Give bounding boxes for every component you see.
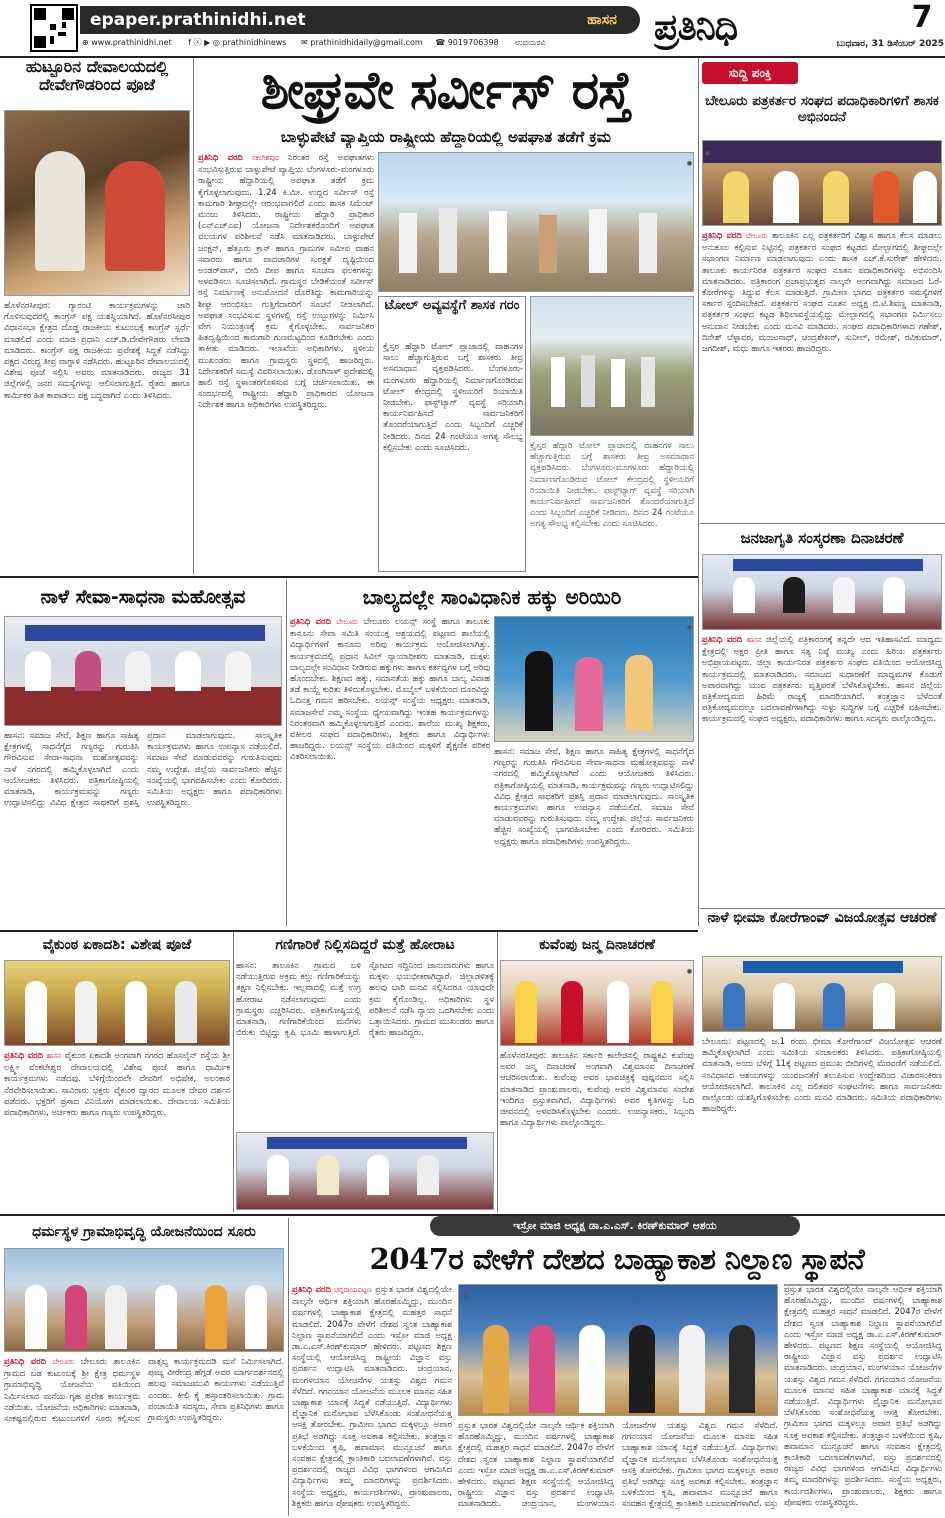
a9-body: ಹಾಸನ: ತಾಲೂಕಿನ ಗ್ರಾಮದ ಬಳಿ ನಡೆಯುತ್ತಿರುವ ಅಕ್ರಮ ಕಲ್ಲು ಗಣಿಗಾರಿಕೆಯನ್ನು ತಕ್ಷಣ ನಿಲ್ಲಿಸಬೇಕು. ಇಲ್ಲವಾದಲ್ಲಿ ಮತ್ತೆ ಉಗ್ರ ಹೋರಾಟ ನಡೆಸಲಾಗುವುದು ಎಂದು ಗ್ರಾಮಸ್ಥರು ಎಚ್ಚರಿಸಿದರು. ಪತ್ರಿಕಾಗೋಷ್ಠಿಯಲ್ಲಿ ಮಾತನಾಡಿ, ಗಣಿಗಾರಿಕೆಯಿಂದ ಮನೆಗಳು ಬಿರುಕು ಬಿಟ್ಟಿದ್ದು ಕೃಷಿ ಭೂಮಿ ಹಾಳಾಗುತ್ತಿದೆ. ಸ್ಫೋಟದ ಸದ್ದಿನಿಂದ ಜಾನುವಾರುಗಳು ಹಾಗೂ ಮಕ್ಕಳು ಭಯಭೀತರಾಗಿದ್ದಾರೆ. ಜಿಲ್ಲಾಡಳಿತಕ್ಕೆ ಹಲವು ಬಾರಿ ಮನವಿ ಸಲ್ಲಿಸಿದರೂ ಯಾವುದೇ ಕ್ರಮ ಕೈಗೊಂಡಿಲ್ಲ. ಅಧಿಕಾರಿಗಳು ಸ್ಥಳ ಪರಿಶೀಲನೆ ನಡೆಸಿ ನ್ಯಾಯ ಒದಗಿಸಬೇಕು ಎಂದು ಒತ್ತಾಯಿಸಿದರು. ಗ್ರಾಮದ ಮುಖಂಡರು ಹಾಗೂ ರೈತರು ಹಾಜರಿದ್ದರು. bbox=[236, 960, 494, 1038]
a5-body: ಬೇಲೂರು: ಪಟ್ಟಣದಲ್ಲಿ ಜ.1 ರಂದು ಭೀಮಾ ಕೋರೆಗಾಂವ್ ವಿಜಯೋತ್ಸವ ಆಚರಣೆ ಹಮ್ಮಿಕೊಳ್ಳಲಾಗಿದೆ ಎಂದು ಸಮಿತಿಯ ಸಂಚಾಲಕರು ತಿಳಿಸಿದರು. ಪತ್ರಿಕಾಗೋಷ್ಠಿಯಲ್ಲಿ ಮಾತನಾಡಿ, ಅಂದು ಬೆಳಿಗ್ಗೆ 11ಕ್ಕೆ ಪಟ್ಟಣದ ಪ್ರಮುಖ ಬೀದಿಗಳಲ್ಲಿ ಮೆರವಣಿಗೆ ನಡೆಯಲಿದೆ. ಸಂವಿಧಾನದ ಆಶಯಗಳನ್ನು ಯುವಜನತೆಗೆ ತಲುಪಿಸುವ ಉದ್ದೇಶದಿಂದ ವಿಚಾರಸಂಕಿರಣ ಆಯೋಜಿಸಲಾಗಿದೆ. ತಾಲೂಕಿನ ಎಲ್ಲ ದಲಿತಪರ ಸಂಘಟನೆಗಳು ಹಾಗೂ ಸಾರ್ವಜನಿಕರು ಪಾಲ್ಗೊಂಡು ಯಶಸ್ವಿಗೊಳಿಸಬೇಕು ಎಂದು ಮನವಿ ಮಾಡಿದರು. ಸಮಿತಿಯ ಪದಾಧಿಕಾರಿಗಳು ಹಾಜರಿದ್ದರು. bbox=[702, 1036, 942, 1114]
a3-place: ಬೇಲೂರು bbox=[745, 232, 768, 240]
a4-body bbox=[702, 634, 942, 908]
a10-photo-credit-icon: ● bbox=[686, 968, 693, 975]
a12-sidebar-body: ಪ್ರಸ್ತುತ ಭಾರತ ವಿಶ್ವದಲ್ಲಿಯೇ ನಾಲ್ಕನೇ ಆರ್ಥಿಕ ಶಕ್ತಿಯಾಗಿ ಹೊರಹೊಮ್ಮಿದ್ದು, ಮುಂದಿನ ವರ್ಷಗಳಲ್ಲಿ ಬಾಹ್ಯಾಕಾಶ ಕ್ಷೇತ್ರದಲ್ಲಿ ಮಹತ್ತರ ಸಾಧನೆ ಮಾಡಲಿದೆ. 2047ರ ವೇಳೆಗೆ ದೇಶದ ಸ್ವಂತ ಬಾಹ್ಯಾಕಾಶ ನಿಲ್ದಾಣ ಸ್ಥಾಪನೆಯಾಗಲಿದೆ ಎಂದು ಇಸ್ರೋ ಮಾಜಿ ಅಧ್ಯಕ್ಷ ಡಾ.ಎ.ಎಸ್.ಕಿರಣ್‌ಕುಮಾರ್ ಹೇಳಿದರು. ಪಟ್ಟಣದ ಶಿಕ್ಷಣ ಸಂಸ್ಥೆಯಲ್ಲಿ ಆಯೋಜಿಸಿದ್ದ ರಾಷ್ಟ್ರೀಯ ವಿಜ್ಞಾನ ವಸ್ತು ಪ್ರದರ್ಶನ ಉದ್ಘಾಟಿಸಿ ಮಾತನಾಡಿದರು. ಚಂದ್ರಯಾನ, ಮಂಗಳಯಾನ ಯೋಜನೆಗಳ ಯಶಸ್ಸು ವಿಶ್ವದ ಗಮನ ಸೆಳೆದಿದೆ. ಗಗನಯಾನ ಯೋಜನೆಯ ಮೂಲಕ ಮಾನವ ಸಹಿತ ಬಾಹ್ಯಾಕಾಶ ಯಾನಕ್ಕೆ ಸಿದ್ಧತೆ ನಡೆಯುತ್ತಿದೆ. ವಿದ್ಯಾರ್ಥಿಗಳು ವೈಜ್ಞಾನಿಕ ಮನೋಭಾವ ಬೆಳೆಸಿಕೊಂಡು ಸಂಶೋಧನೆಯತ್ತ ಆಸಕ್ತಿ ತೋರಬೇಕು. ಗ್ರಾಮೀಣ ಭಾಗದ ಮಕ್ಕಳಲ್ಲೂ ಅಪಾರ ಪ್ರತಿಭೆ ಅಡಗಿದ್ದು ಸೂಕ್ತ ಅವಕಾಶ ಕಲ್ಪಿಸಬೇಕು. ತಂತ್ರಜ್ಞಾನ ಬಳಕೆಯಿಂದ ಕೃಷಿ, ಹವಾಮಾನ ಮುನ್ಸೂಚನೆ ಹಾಗೂ ಸಂವಹನ ಕ್ಷೇತ್ರದಲ್ಲಿ ಕ್ರಾಂತಿಕಾರಿ ಬದಲಾವಣೆಗಳಾಗಿವೆ. ವಸ್ತು ಪ್ರದರ್ಶನದಲ್ಲಿ ರಾಜ್ಯದ ವಿವಿಧ ಭಾಗಗಳಿಂದ ಆಗಮಿಸಿದ ವಿದ್ಯಾರ್ಥಿಗಳು ತಮ್ಮ ಮಾದರಿಗಳನ್ನು ಪ್ರದರ್ಶಿಸಿದರು. ಸಂಸ್ಥೆಯ ಅಧ್ಯಕ್ಷರು, ಕಾರ್ಯದರ್ಶಿಗಳು, ಪ್ರಾಂಶುಪಾಲರು, ಶಿಕ್ಷಕರು ಹಾಗೂ ಪೋಷಕರು ಉಪಸ್ಥಿತರಿದ್ದರು. bbox=[784, 1284, 942, 1507]
phone-number[interactable]: 9019706398 bbox=[447, 38, 499, 47]
a12-byline: ಪ್ರತಿನಿಧಿ ವರದಿ bbox=[292, 1284, 331, 1294]
row-rule bbox=[0, 576, 698, 578]
a4-text: ಜಿಲ್ಲೆಯಲ್ಲಿ ಪತ್ರಿಕಾರಂಗಕ್ಕೆ ತನ್ನದೇ ಆದ ಇತಿಹಾಸವಿದೆ. ಮಾಧ್ಯಮ ಕ್ಷೇತ್ರದಲ್ಲಿ ಅಕ್ಷರ ಪ್ರೀತಿ ಹಾಗೂ ಸತ್ಯ ನಿಷ್ಠೆ ಮುಖ್ಯ ಎಂದು ಹಿರಿಯ ಪತ್ರಕರ್ತರು ಅಭಿಪ್ರಾಯಪಟ್ಟರು. ಜಿಲ್ಲಾ ಕಾರ್ಯನಿರತ ಪತ್ರಕರ್ತರ ಸಂಘದ ವತಿಯಿಂದ ಆಯೋಜಿಸಿದ್ದ ಕಾರ್ಯಕ್ರಮದಲ್ಲಿ ಮಾತನಾಡಿದರು. ಸಮಾಜದ ಸುಧಾರಣೆಗೆ ಮಾಧ್ಯಮಗಳ ಕೊಡುಗೆ ಅಪಾರವಾಗಿದ್ದು ಯುವ ಪತ್ರಕರ್ತರು ವೃತ್ತಿಪರತೆ ಬೆಳೆಸಿಕೊಳ್ಳಬೇಕು. ಹಾಸನ ಜಿಲ್ಲೆಯ ಪತ್ರಿಕೋದ್ಯಮದ ಹಿರಿಮೆ ರಾಜ್ಯಕ್ಕೆ ಮಾದರಿಯಾಗಿದೆ. ತಂತ್ರಜ್ಞಾನ ಬೆಳೆದಂತೆ ಪತ್ರಿಕೋದ್ಯಮದಲ್ಲೂ ಬದಲಾವಣೆಗಳಾಗಿದ್ದು ಸುಳ್ಳು ಸುದ್ದಿಗಳ ಬಗ್ಗೆ ಎಚ್ಚರಿಕೆ ವಹಿಸಬೇಕು. ಕಾರ್ಯಕ್ರಮದಲ್ಲಿ ಸಂಘದ ಅಧ್ಯಕ್ಷರು, ಪದಾಧಿಕಾರಿಗಳು ಹಾಗೂ ಸದಸ್ಯರು ಪಾಲ್ಗೊಂಡಿದ್ದರು. bbox=[702, 634, 942, 724]
a2b-box bbox=[378, 296, 526, 572]
a1-body: ಹೊಳೆನರಸೀಪುರ: ಗ್ಯಾರಂಟಿ ಕಾರ್ಯಕ್ರಮಗಳನ್ನು ಜಾರಿ ಗೊಳಿಸುವುದರಲ್ಲಿ ಕಾಂಗ್ರೆಸ್ ಪಕ್ಷ ಯಶಸ್ವಿಯಾಗಿದೆ. ಹೊಳೆನರಸೀಪುರ ವಿಧಾನಸಭಾ ಕ್ಷೇತ್ರದ ದೊಡ್ಡ ರಾಜಕೀಯ ಕುಟುಂಬಕ್ಕೆ ಕಾಂಗ್ರೆಸ್ ಸ್ಪರ್ಧೆ ಮಾಡಲಿದೆ ಎಂದು ಮಾಜಿ ಪ್ರಧಾನಿ ಎಚ್.ಡಿ.ದೇವೇಗೌಡರು ಲೇವಡಿ ಮಾಡಿದರು. ಕಾಂಗ್ರೆಸ್ ಪಕ್ಷ ರಾಜಕೀಯ ಪ್ರವೇಶಕ್ಕೆ ಸಿದ್ಧತೆ ನಡೆಸಿದ್ದು ಪಕ್ಷದ ವಿರುದ್ಧ ತೀವ್ರ ವಾಗ್ದಾಳಿ ನಡೆಸಿದರು. ಹುಟ್ಟೂರಿನ ದೇವಾಲಯದಲ್ಲಿ ವಿಶೇಷ ಪೂಜೆ ಸಲ್ಲಿಸಿ ಅವರು ಮಾತನಾಡಿದರು. ರಾಜ್ಯದ 31 ಜಿಲ್ಲೆಗಳಲ್ಲಿ ಜನರ ಸಮಸ್ಯೆಗಳನ್ನು ಆಲಿಸಲಾಗುತ್ತಿದೆ. ರೈತರು ಹಾಗೂ ಕಾರ್ಮಿಕರ ಹಿತ ಕಾಪಾಡಲು ಪಕ್ಷ ಬದ್ಧವಾಗಿದೆ ಎಂದು ತಿಳಿಸಿದರು. bbox=[4, 300, 190, 400]
a3-text: ತಾಲೂಕಿನ ಎಲ್ಲ ಪತ್ರಕರ್ತರಿಗೆ ವಿಶ್ವಾಸ ಹಾಗೂ ಕೆಲಸ ಮಾಡಲು ಅನುಕೂಲ ಕಲ್ಪಿಸುವ ನಿಟ್ಟಿನಲ್ಲಿ ಪತ್ರಕರ್ತರ ಸಂಘದ ಕಟ್ಟಡದ ಮೇಲ್ಭಾಗದಲ್ಲಿ ಶೀಘ್ರದಲ್ಲೇ ಸಭಾಂಗಣ ನಿರ್ಮಾಣ ಮಾಡಲಾಗುವುದು ಎಂದು ಶಾಸಕ ಎಚ್.ಕೆ.ಸುರೇಶ್ ಹೇಳಿದರು. ತಾಲೂಕು ಕಾರ್ಯನಿರತ ಪತ್ರಕರ್ತರ ಸಂಘದ ನೂತನ ಪದಾಧಿಕಾರಿಗಳನ್ನು ಅಭಿನಂದಿಸಿ ಮಾತನಾಡಿದರು. ಪತ್ರಿಕಾರಂಗ ಪ್ರಜಾಪ್ರಭುತ್ವದ ನಾಲ್ಕನೇ ಅಂಗವಾಗಿದ್ದು ಸಮಾಜದ ಓರೆ-ಕೋರೆಗಳನ್ನು ತಿದ್ದುವ ಕೆಲಸ ಮಾಡುತ್ತಿದೆ. ಗ್ರಾಮೀಣ ಭಾಗದ ಪತ್ರಕರ್ತರ ಸಮಸ್ಯೆಗಳಿಗೆ ಸರ್ಕಾರ ಸ್ಪಂದಿಸಬೇಕಿದೆ. ಪತ್ರಕರ್ತರ ಸಂಘದ ನೂತನ ಅಧ್ಯಕ್ಷ ಬಿ.ಟಿ.ಶಿವಣ್ಣ ಮಾತನಾಡಿ, ಪತ್ರಕರ್ತರ ಸಂಘದ ಕಟ್ಟಡ ಶಿಥಿಲಾವಸ್ಥೆಯಲ್ಲಿದ್ದು ಮೇಲ್ಭಾಗದಲ್ಲಿ ಸಭಾಂಗಣ ನಿರ್ಮಿಸಲು ಅನುದಾನ ನೀಡಬೇಕು ಎಂದು ಮನವಿ ಮಾಡಿದರು. ಸಂಘದ ಪದಾಧಿಕಾರಿಗಳಾದ ಗಣೇಶ್, ದಿನೇಶ್ ಬೆಳ್ಳಾವರ, ಮಂಜುನಾಥ್, ಚಂದ್ರಶೇಖರ್, ಸುನೀಲ್, ರಮೇಶ್, ರವಿಕುಮಾರ್, ಜಗದೀಶ್, ಮಧು ಹಾಗೂ ಇತರರು ಹಾಜರಿದ್ದರು. bbox=[702, 230, 942, 354]
a12-text: ಪ್ರಸ್ತುತ ಭಾರತ ವಿಶ್ವದಲ್ಲಿಯೇ ನಾಲ್ಕನೇ ಆರ್ಥಿಕ ಶಕ್ತಿಯಾಗಿ ಹೊರಹೊಮ್ಮಿದ್ದು, ಮುಂದಿನ ವರ್ಷಗಳಲ್ಲಿ ಬಾಹ್ಯಾಕಾಶ ಕ್ಷೇತ್ರದಲ್ಲಿ ಮಹತ್ತರ ಸಾಧನೆ ಮಾಡಲಿದೆ. 2047ರ ವೇಳೆಗೆ ದೇಶದ ಸ್ವಂತ ಬಾಹ್ಯಾಕಾಶ ನಿಲ್ದಾಣ ಸ್ಥಾಪನೆಯಾಗಲಿದೆ ಎಂದು ಇಸ್ರೋ ಮಾಜಿ ಅಧ್ಯಕ್ಷ ಡಾ.ಎ.ಎಸ್.ಕಿರಣ್‌ಕುಮಾರ್ ಹೇಳಿದರು. ಪಟ್ಟಣದ ಶಿಕ್ಷಣ ಸಂಸ್ಥೆಯಲ್ಲಿ ಆಯೋಜಿಸಿದ್ದ ರಾಷ್ಟ್ರೀಯ ವಿಜ್ಞಾನ ವಸ್ತು ಪ್ರದರ್ಶನ ಉದ್ಘಾಟಿಸಿ ಮಾತನಾಡಿದರು. ಚಂದ್ರಯಾನ, ಮಂಗಳಯಾನ ಯೋಜನೆಗಳ ಯಶಸ್ಸು ವಿಶ್ವದ ಗಮನ ಸೆಳೆದಿದೆ. ಗಗನಯಾನ ಯೋಜನೆಯ ಮೂಲಕ ಮಾನವ ಸಹಿತ ಬಾಹ್ಯಾಕಾಶ ಯಾನಕ್ಕೆ ಸಿದ್ಧತೆ ನಡೆಯುತ್ತಿದೆ. ವಿದ್ಯಾರ್ಥಿಗಳು ವೈಜ್ಞಾನಿಕ ಮನೋಭಾವ ಬೆಳೆಸಿಕೊಂಡು ಸಂಶೋಧನೆಯತ್ತ ಆಸಕ್ತಿ ತೋರಬೇಕು. ಗ್ರಾಮೀಣ ಭಾಗದ ಮಕ್ಕಳಲ್ಲೂ ಅಪಾರ ಪ್ರತಿಭೆ ಅಡಗಿದ್ದು ಸೂಕ್ತ ಅವಕಾಶ ಕಲ್ಪಿಸಬೇಕು. ತಂತ್ರಜ್ಞಾನ ಬಳಕೆಯಿಂದ ಕೃಷಿ, ಹವಾಮಾನ ಮುನ್ಸೂಚನೆ ಹಾಗೂ ಸಂವಹನ ಕ್ಷೇತ್ರದಲ್ಲಿ ಕ್ರಾಂತಿಕಾರಿ ಬದಲಾವಣೆಗಳಾಗಿವೆ. ವಸ್ತು ಪ್ರದರ್ಶನದಲ್ಲಿ ರಾಜ್ಯದ ವಿವಿಧ ಭಾಗಗಳಿಂದ ಆಗಮಿಸಿದ ವಿದ್ಯಾರ್ಥಿಗಳು ತಮ್ಮ ಮಾದರಿಗಳನ್ನು ಪ್ರದರ್ಶಿಸಿದರು. ಸಂಸ್ಥೆಯ ಅಧ್ಯಕ್ಷರು, ಕಾರ್ಯದರ್ಶಿಗಳು, ಪ್ರಾಂಶುಪಾಲರು, ಶಿಕ್ಷಕರು ಹಾಗೂ ಪೋಷಕರು ಉಪಸ್ಥಿತರಿದ್ದರು. bbox=[292, 1284, 452, 1508]
a11-place: ಬೇಲೂರು bbox=[52, 1358, 75, 1366]
qr-code-icon bbox=[30, 4, 78, 52]
a12-headline: 2047ರ ವೇಳೆಗೆ ದೇಶದ ಬಾಹ್ಯಾಕಾಶ ನಿಲ್ದಾಣ ಸ್ಥಾಪನೆ bbox=[369, 1242, 865, 1276]
a2-byline: ಪ್ರತಿನಿಧಿ ವರದಿ bbox=[198, 152, 243, 162]
a8-photo bbox=[4, 960, 230, 1046]
a9-photo bbox=[236, 1132, 494, 1210]
col-divider bbox=[193, 58, 194, 574]
a11-text: ಬೇಲೂರು ತಾಲೂಕಿನ ಗ್ರಾಮದ ಬಡ ಕುಟುಂಬಕ್ಕೆ ಶ್ರೀ ಕ್ಷೇತ್ರ ಧರ್ಮಸ್ಥಳ ಗ್ರಾಮಾಭಿವೃದ್ಧಿ ಯೋಜನೆಯ ವತಿಯಿಂದ ನಿರ್ಮಿಸಲಾದ ಮನೆಯ ಗೃಹ ಪ್ರವೇಶ ಕಾರ್ಯಕ್ರಮ ನಡೆಯಿತು. ಯೋಜನೆಯ ಅಧಿಕಾರಿಗಳು ಮಾತನಾಡಿ, ಸಂಕಷ್ಟದಲ್ಲಿರುವ ಕುಟುಂಬಗಳಿಗೆ ಸೂರು ಕಲ್ಪಿಸುವ ವಾತ್ಸಲ್ಯ ಕಾರ್ಯಕ್ರಮದಡಿ ಮನೆ ನಿರ್ಮಿಸಲಾಗಿದೆ. ಪೂಜ್ಯ ವೀರೇಂದ್ರ ಹೆಗ್ಗಡೆ ಅವರ ಮಾರ್ಗದರ್ಶನದಲ್ಲಿ ಹಲವು ಸಮಾಜಮುಖಿ ಕಾರ್ಯಗಳು ನಡೆಯುತ್ತಿವೆ ಎಂದರು. ಕೀಲಿ ಕೈ ಹಸ್ತಾಂತರಿಸಲಾಯಿತು. ಗ್ರಾಮ ಪಂಚಾಯಿತಿ ಸದಸ್ಯರು, ಸೇವಾ ಪ್ರತಿನಿಧಿಗಳು ಹಾಗೂ ಗ್ರಾಮಸ್ಥರು ಉಪಸ್ಥಿತರಿದ್ದರು. bbox=[4, 1356, 284, 1424]
a7-text: ಬೇಲೂರು ಲಯನ್ಸ್ ಸಂಸ್ಥೆ ಹಾಗೂ ತಾಲೂಕು ಕಾನೂನು ಸೇವಾ ಸಮಿತಿ ಸಂಯುಕ್ತ ಆಶ್ರಯದಲ್ಲಿ ಪಟ್ಟಣದ ಶಾಲೆಯಲ್ಲಿ ವಿದ್ಯಾರ್ಥಿಗಳಿಗೆ ಕಾನೂನು ಅರಿವು ಕಾರ್ಯಕ್ರಮ ಆಯೋಜಿಸಲಾಗಿತ್ತು. ಕಾರ್ಯಕ್ರಮದಲ್ಲಿ ಪ್ರಧಾನ ಸಿವಿಲ್ ನ್ಯಾಯಾಧೀಶರು ಮಾತನಾಡಿ, ಮಕ್ಕಳು ಬಾಲ್ಯದಲ್ಲೇ ಸಂವಿಧಾನ ನೀಡಿರುವ ಹಕ್ಕುಗಳು ಹಾಗೂ ಕರ್ತವ್ಯಗಳ ಬಗ್ಗೆ ಅರಿವು ಹೊಂದಬೇಕು. ಶಿಕ್ಷಣದ ಹಕ್ಕು, ಸಮಾನತೆಯ ಹಕ್ಕು ಹಾಗೂ ಬಾಲ್ಯ ವಿವಾಹ ತಡೆ ಕಾಯ್ದೆ ಕುರಿತು ತಿಳಿದುಕೊಳ್ಳಬೇಕು. ಮೊಬೈಲ್ ಬಳಕೆಯಿಂದ ದೂರವಿದ್ದು ಓದಿನತ್ತ ಗಮನ ಹರಿಸಬೇಕು. ಲಯನ್ಸ್ ಸಂಸ್ಥೆಯ ಅಧ್ಯಕ್ಷರು ಮಾತನಾಡಿ, ಸಮಾಜಸೇವೆ ನಮ್ಮ ಸಂಸ್ಥೆಯ ಧ್ಯೇಯವಾಗಿದ್ದು ಇಂತಹ ಕಾರ್ಯಕ್ರಮಗಳನ್ನು ನಿರಂತರವಾಗಿ ಹಮ್ಮಿಕೊಳ್ಳಲಾಗುತ್ತಿದೆ ಎಂದರು. ಶಾಲೆಯ ಮುಖ್ಯ ಶಿಕ್ಷಕರು, ವಕೀಲರ ಸಂಘದ ಪದಾಧಿಕಾರಿಗಳು, ಶಿಕ್ಷಕರು ಹಾಗೂ ವಿದ್ಯಾರ್ಥಿಗಳು ಹಾಜರಿದ್ದರು. ಲಯನ್ಸ್ ಸಂಸ್ಥೆಯ ವತಿಯಿಂದ ಮಕ್ಕಳಿಗೆ ಶೈಕ್ಷಣಿಕ ಪರಿಕರ ವಿತರಿಸಲಾಯಿತು. bbox=[290, 616, 490, 762]
a2b-headline: ಟೋಲ್ ಅವ್ಯವಸ್ಥೆಗೆ ಶಾಸಕ ಗರಂ bbox=[384, 298, 520, 313]
a12-body-cont: ಪ್ರಸ್ತುತ ಭಾರತ ವಿಶ್ವದಲ್ಲಿಯೇ ನಾಲ್ಕನೇ ಆರ್ಥಿಕ ಶಕ್ತಿಯಾಗಿ ಹೊರಹೊಮ್ಮಿದ್ದು, ಮುಂದಿನ ವರ್ಷಗಳಲ್ಲಿ ಬಾಹ್ಯಾಕಾಶ ಕ್ಷೇತ್ರದಲ್ಲಿ ಮಹತ್ತರ ಸಾಧನೆ ಮಾಡಲಿದೆ. 2047ರ ವೇಳೆಗೆ ದೇಶದ ಸ್ವಂತ ಬಾಹ್ಯಾಕಾಶ ನಿಲ್ದಾಣ ಸ್ಥಾಪನೆಯಾಗಲಿದೆ ಎಂದು ಇಸ್ರೋ ಮಾಜಿ ಅಧ್ಯಕ್ಷ ಡಾ.ಎ.ಎಸ್.ಕಿರಣ್‌ಕುಮಾರ್ ಹೇಳಿದರು. ಪಟ್ಟಣದ ಶಿಕ್ಷಣ ಸಂಸ್ಥೆಯಲ್ಲಿ ಆಯೋಜಿಸಿದ್ದ ರಾಷ್ಟ್ರೀಯ ವಿಜ್ಞಾನ ವಸ್ತು ಪ್ರದರ್ಶನ ಉದ್ಘಾಟಿಸಿ ಮಾತನಾಡಿದರು. ಚಂದ್ರಯಾನ, ಮಂಗಳಯಾನ ಯೋಜನೆಗಳ ಯಶಸ್ಸು ವಿಶ್ವದ ಗಮನ ಸೆಳೆದಿದೆ. ಗಗನಯಾನ ಯೋಜನೆಯ ಮೂಲಕ ಮಾನವ ಸಹಿತ ಬಾಹ್ಯಾಕಾಶ ಯಾನಕ್ಕೆ ಸಿದ್ಧತೆ ನಡೆಯುತ್ತಿದೆ. ವಿದ್ಯಾರ್ಥಿಗಳು ವೈಜ್ಞಾನಿಕ ಮನೋಭಾವ ಬೆಳೆಸಿಕೊಂಡು ಸಂಶೋಧನೆಯತ್ತ ಆಸಕ್ತಿ ತೋರಬೇಕು. ಗ್ರಾಮೀಣ ಭಾಗದ ಮಕ್ಕಳಲ್ಲೂ ಅಪಾರ ಪ್ರತಿಭೆ ಅಡಗಿದ್ದು ಸೂಕ್ತ ಅವಕಾಶ ಕಲ್ಪಿಸಬೇಕು. ತಂತ್ರಜ್ಞಾನ ಬಳಕೆಯಿಂದ ಕೃಷಿ, ಹವಾಮಾನ ಮುನ್ಸೂಚನೆ ಹಾಗೂ ಸಂವಹನ ಕ್ಷೇತ್ರದಲ್ಲಿ ಕ್ರಾಂತಿಕಾರಿ ಬದಲಾವಣೆಗಳಾಗಿವೆ. ವಸ್ತು bbox=[458, 1420, 778, 1509]
a7-photo-credit-icon: ● bbox=[686, 624, 693, 631]
a4-headline: ಜನಜಾಗೃತಿ ಸಂಸ್ಕರಣಾ ದಿನಾಚರಣೆ bbox=[740, 529, 904, 547]
a4-byline: ಪ್ರತಿನಿಧಿ ವರದಿ bbox=[702, 634, 743, 644]
edition-label: ಹಾಸನ bbox=[587, 12, 617, 28]
page-number: 7 bbox=[911, 0, 933, 35]
edition-tag: ಉದಯರವಿ bbox=[515, 38, 546, 47]
a7-place: ಬೇಲೂರು bbox=[336, 618, 359, 626]
a2-photo-main bbox=[378, 152, 694, 292]
a6-photo bbox=[4, 616, 282, 726]
a7-photo bbox=[494, 616, 694, 742]
a4-place: ಹಾಸನ bbox=[746, 636, 762, 644]
a12-photo-credit-icon: ● bbox=[462, 1292, 469, 1299]
website-link[interactable]: www.prathinidhi.net bbox=[91, 38, 172, 47]
a2-body bbox=[198, 152, 374, 572]
a3-headline: ಬೇಲೂರು ಪತ್ರಕರ್ತರ ಸಂಘದ ಪದಾಧಿಕಾರಿಗಳಿಗೆ ಶಾಸಕ ಅಭಿನಂದನೆ bbox=[705, 94, 939, 125]
a9-headline: ಗಣಿಗಾರಿಕೆ ನಿಲ್ಲಿಸದಿದ್ದರೆ ಮತ್ತೆ ಹೋರಾಟ bbox=[275, 937, 455, 953]
a11-body bbox=[4, 1356, 284, 1514]
a12-place: ಚನ್ನರಾಯಪಟ್ಟಣ bbox=[334, 1286, 372, 1294]
masthead bbox=[0, 0, 945, 56]
a1-photo-credit-icon: ● bbox=[182, 120, 189, 127]
a1-photo bbox=[4, 110, 190, 296]
a12-kicker: ಇಸ್ರೋ ಮಾಜಿ ಅಧ್ಯಕ್ಷ ಡಾ.ಎ.ಎಸ್. ಕಿರಣ್‌ಕುಮಾರ್ ಆಶಯ bbox=[513, 1220, 717, 1232]
a3-body bbox=[702, 230, 942, 520]
a7-headline: ಬಾಲ್ಯದಲ್ಲೇ ಸಾಂವಿಧಾನಿಕ ಹಕ್ಕು ಅರಿಯಿರಿ bbox=[362, 585, 622, 609]
section-divider bbox=[700, 908, 945, 909]
col-divider bbox=[288, 1218, 289, 1516]
a11-byline: ಪ್ರತಿನಿಧಿ ವರದಿ bbox=[4, 1356, 47, 1366]
globe-icon: ⊕ bbox=[82, 38, 92, 47]
a2-text: ನಿರಂತರ ರಸ್ತೆ ಅಪಘಾತಗಳು ಸಂಭವಿಸುತ್ತಿರುವ ಬಾಳ್ಳುಪೇಟೆ ವ್ಯಾಪ್ತಿಯ ಬೆಂಗಳೂರು-ಮಂಗಳೂರು ರಾಷ್ಟ್ರೀಯ ಹೆದ್ದಾರಿಯಲ್ಲಿ ಅಪಘಾತ ತಡೆಗೆ ಕ್ರಮ ಕೈಗೊಳ್ಳಲಾಗುವುದು. 1.24 ಕಿ.ಮೀ. ಉದ್ದದ ಸರ್ವೀಸ್ ರಸ್ತೆ ಕಾಮಗಾರಿ ಶೀಘ್ರದಲ್ಲೇ ಆರಂಭವಾಗಲಿದೆ ಎಂದು ಶಾಸಕ ಸಿಮೆಂಟ್ ಮಂಜು ತಿಳಿಸಿದರು. ರಾಷ್ಟ್ರೀಯ ಹೆದ್ದಾರಿ ಪ್ರಾಧಿಕಾರ (ಎನ್‌ಎಚ್‌ಎ‌ಐ) ಯೋಜನಾ ನಿರ್ದೇಶಕರೊಂದಿಗೆ ಅಪಘಾತ ವಲಯಗಳ ಪರಿಶೀಲನೆ ನಡೆಸಿ ಮಾತನಾಡಿದರು. ಬಾಳ್ಳುಪೇಟೆ ಜಂಕ್ಷನ್, ಹೆತ್ತೂರು ಕ್ರಾಸ್ ಹಾಗೂ ಗ್ರಾಮಗಳ ಸಮೀಪ ವಾಹನ ಸವಾರರು ಹಾಗೂ ಪಾದಚಾರಿಗಳ ಸುರಕ್ಷತೆ ದೃಷ್ಟಿಯಿಂದ ಅಂಡರ್‌ಪಾಸ್, ಬೀದಿ ದೀಪ ಹಾಗೂ ಸೂಚನಾ ಫಲಕಗಳನ್ನು ಅಳವಡಿಸಲು ಸೂಚಿಸಲಾಗಿದೆ. ಗ್ರಾಮಸ್ಥರ ಬೇಡಿಕೆಯಂತೆ ಸರ್ವೀಸ್ ರಸ್ತೆ ನಿರ್ಮಾಣಕ್ಕೆ ಅನುಮೋದನೆ ದೊರೆತಿದ್ದು ಕಾಮಗಾರಿಯನ್ನು ಶೀಘ್ರ ಆರಂಭಿಸಲು ಗುತ್ತಿಗೆದಾರರಿಗೆ ಸೂಚನೆ ನೀಡಲಾಗಿದೆ. ಅಪಘಾತ ಸಂಭವಿಸುವ ಸ್ಥಳಗಳಲ್ಲಿ ರಸ್ತೆ ಉಬ್ಬುಗಳನ್ನು ನಿರ್ಮಿಸಿ ವೇಗ ನಿಯಂತ್ರಣಕ್ಕೆ ಕ್ರಮ ಕೈಗೊಳ್ಳಬೇಕು. ಸಾರ್ವಜನಿಕರ ಹಿತದೃಷ್ಟಿಯಿಂದ ಕಾಮಗಾರಿ ಗುಣಮಟ್ಟದಿಂದ ಕೂಡಿರಬೇಕು ಎಂದು ತಾಕೀತು ಮಾಡಿದರು. ಇಲಾಖೆಯ ಅಧಿಕಾರಿಗಳು, ಸ್ಥಳೀಯ ಮುಖಂಡರು ಹಾಗೂ ಗ್ರಾಮಸ್ಥರು ಸ್ಥಳದಲ್ಲಿ ಹಾಜರಿದ್ದರು. ನಿರ್ದೇಶಕರಿಗೆ ಸಮಸ್ಯೆ ವಿವರಿಸಲಾಯಿತು. ಡೊಂಗಿನಾಳ್ ಪ್ರದೇಶದಲ್ಲಿ ಹಾಲಿ ರಸ್ತೆ ಸ್ಥಳಾಂತರಗೊಳಿಸುವ ಬಗ್ಗೆ ಚರ್ಚಿಸಲಾಯಿತು. ಈ ಸಂದರ್ಭದಲ್ಲಿ ರಾಷ್ಟ್ರೀಯ ಹೆದ್ದಾರಿ ಪ್ರಾಧಿಕಾರದ ಯೋಜನಾ ನಿರ್ದೇಶಕ ಹಾಗೂ ಅಧಿಕಾರಿಗಳು ಉಪಸ್ಥಿತರಿದ್ದರು. bbox=[198, 152, 374, 410]
a2-headline: ಶೀಘ್ರವೇ ಸರ್ವೀಸ್ ರಸ್ತೆ bbox=[260, 60, 632, 121]
a10-body: ಹೊಳೆನರಸೀಪುರ: ತಾಲೂಕಿನ ಸರ್ಕಾರಿ ಕಾಲೇಜಿನಲ್ಲಿ ರಾಷ್ಟ್ರಕವಿ ಕುವೆಂಪು ಅವರ ಜನ್ಮ ದಿನಾಚರಣೆ ಅಂಗವಾಗಿ ವಿಶ್ವಮಾನವ ದಿನಾಚರಣೆ ಆಚರಿಸಲಾಯಿತು. ಕುವೆಂಪು ಅವರ ಭಾವಚಿತ್ರಕ್ಕೆ ಪುಷ್ಪನಮನ ಸಲ್ಲಿಸಿ ಮಾತನಾಡಿದ ಪ್ರಾಂಶುಪಾಲರು, ಕುವೆಂಪು ಅವರ ವಿಶ್ವಮಾನವ ಸಂದೇಶ ಇಂದಿಗೂ ಪ್ರಸ್ತುತವಾಗಿದೆ. ವಿದ್ಯಾರ್ಥಿಗಳು ಅವರ ಕೃತಿಗಳನ್ನು ಓದಿ ಜೀವನದಲ್ಲಿ ಅಳವಡಿಸಿಕೊಳ್ಳಬೇಕು ಎಂದರು. ಉಪನ್ಯಾಸಕರು, ಸಿಬ್ಬಂದಿ ಹಾಗೂ ವಿದ್ಯಾರ್ಥಿಗಳು ಪಾಲ್ಗೊಂಡಿದ್ದರು. bbox=[500, 1050, 694, 1128]
col-divider bbox=[233, 932, 234, 1212]
sidebar-tag: ಸುದ್ದಿ ಪಂಕ್ತಿ bbox=[702, 62, 798, 84]
a8-place: ಹಾಸನ bbox=[46, 1052, 62, 1060]
a2-continued-text: ಕ್ರೈಸ್ತರ ಹೆದ್ದಾರಿ ಟೋಲ್ ಪ್ಲಾಜಾದಲ್ಲಿ ವಾಹನಗಳ ಸಾಲು ಹೆಚ್ಚಾಗುತ್ತಿರುವ ಬಗ್ಗೆ ಶಾಸಕರು ತೀವ್ರ ಅಸಮಾಧಾನ ವ್ಯಕ್ತಪಡಿಸಿದರು. ಬೆಂಗಳೂರು-ಮಂಗಳೂರು ಹೆದ್ದಾರಿಯಲ್ಲಿ ನಿರ್ಮಾಣಗೊಂಡಿರುವ ಟೋಲ್ ಕೇಂದ್ರದಲ್ಲಿ ಸ್ಥಳೀಯರಿಗೆ ರಿಯಾಯಿತಿ ನೀಡಬೇಕು. ಫಾಸ್ಟ್‌ಟ್ಯಾಗ್ ವ್ಯವಸ್ಥೆ ಸರಿಯಾಗಿ ಕಾರ್ಯನಿರ್ವಹಿಸದೆ ಸಾರ್ವಜನಿಕರಿಗೆ ತೊಂದರೆಯಾಗುತ್ತಿದೆ ಎಂದು ಸಿಬ್ಬಂದಿಗೆ ಎಚ್ಚರಿಕೆ ನೀಡಿದರು. ದಿನದ 24 ಗಂಟೆಯೂ ಅಗತ್ಯ ಸೌಲಭ್ಯ ಕಲ್ಪಿಸಬೇಕು ಎಂದು ಸೂಚಿಸಿದರು. bbox=[530, 440, 694, 529]
a12-photo bbox=[458, 1284, 778, 1416]
a4-photo bbox=[702, 554, 942, 630]
a10-headline: ಕುವೆಂಪು ಜನ್ಮ ದಿನಾಚರಣೆ bbox=[539, 937, 655, 953]
a2b-body: ಕ್ರೈಸ್ತರ ಹೆದ್ದಾರಿ ಟೋಲ್ ಪ್ಲಾಜಾದಲ್ಲಿ ವಾಹನಗಳ ಸಾಲು ಹೆಚ್ಚಾಗುತ್ತಿರುವ ಬಗ್ಗೆ ಶಾಸಕರು ತೀವ್ರ ಅಸಮಾಧಾನ ವ್ಯಕ್ತಪಡಿಸಿದರು. ಬೆಂಗಳೂರು-ಮಂಗಳೂರು ಹೆದ್ದಾರಿಯಲ್ಲಿ ನಿರ್ಮಾಣಗೊಂಡಿರುವ ಟೋಲ್ ಕೇಂದ್ರದಲ್ಲಿ ಸ್ಥಳೀಯರಿಗೆ ರಿಯಾಯಿತಿ ನೀಡಬೇಕು. ಫಾಸ್ಟ್‌ಟ್ಯಾಗ್ ವ್ಯವಸ್ಥೆ ಸರಿಯಾಗಿ ಕಾರ್ಯನಿರ್ವಹಿಸದೆ ಸಾರ್ವಜನಿಕರಿಗೆ ತೊಂದರೆಯಾಗುತ್ತಿದೆ ಎಂದು ಸಿಬ್ಬಂದಿಗೆ ಎಚ್ಚರಿಕೆ ನೀಡಿದರು. ದಿನದ 24 ಗಂಟೆಯೂ ಅಗತ್ಯ ಸೌಲಭ್ಯ ಕಲ್ಪಿಸಬೇಕು ಎಂದು ಸೂಚಿಸಿದರು. bbox=[383, 341, 523, 452]
col-divider bbox=[698, 58, 699, 574]
a11-photo bbox=[4, 1248, 284, 1352]
newspaper-logo: ಪ್ರತಿನಿಧಿ bbox=[654, 6, 738, 48]
a6-headline: ನಾಳೆ ಸೇವಾ-ಸಾಧನಾ ಮಹೋತ್ಸವ bbox=[40, 586, 246, 608]
email-address[interactable]: prathinidhidaily@gmail.com bbox=[310, 38, 423, 47]
a2-photo-credit-icon: ● bbox=[686, 160, 693, 167]
a12-body bbox=[292, 1284, 452, 1514]
phone-icon: ☎ bbox=[435, 38, 448, 47]
a7-body bbox=[290, 616, 490, 926]
a2-photo-secondary bbox=[530, 296, 694, 436]
a2-body-cont bbox=[530, 440, 694, 572]
a2-subheadline: ಬಾಳ್ಳುಪೇಟೆ ವ್ಯಾಪ್ತಿಯ ರಾಷ್ಟ್ರೀಯ ಹೆದ್ದಾರಿಯಲ್ಲಿ ಅಪಘಾತ ತಡೆಗೆ ಕ್ರಮ bbox=[280, 128, 612, 146]
col-divider bbox=[286, 580, 287, 926]
a6-body: ಹಾಸನ: ಸಮಾಜ ಸೇವೆ, ಶಿಕ್ಷಣ ಹಾಗೂ ಸಾಹಿತ್ಯ ಕ್ಷೇತ್ರಗಳಲ್ಲಿ ಸಾಧನೆಗೈದ ಗಣ್ಯರನ್ನು ಗುರುತಿಸಿ ಗೌರವಿಸುವ ಸೇವಾ-ಸಾಧನಾ ಮಹೋತ್ಸವವನ್ನು ನಾಳೆ ನಗರದಲ್ಲಿ ಹಮ್ಮಿಕೊಳ್ಳಲಾಗಿದೆ ಎಂದು ಆಯೋಜಕರು ತಿಳಿಸಿದರು. ಪತ್ರಿಕಾಗೋಷ್ಠಿಯಲ್ಲಿ ಮಾತನಾಡಿ, ಕಾರ್ಯಕ್ರಮವನ್ನು ಗಣ್ಯರು ಉದ್ಘಾಟಿಸಲಿದ್ದು ವಿವಿಧ ಕ್ಷೇತ್ರದ ಸಾಧಕರಿಗೆ ಪ್ರಶಸ್ತಿ ಪ್ರದಾನ ಮಾಡಲಾಗುವುದು. ಸಾಂಸ್ಕೃತಿಕ ಕಾರ್ಯಕ್ರಮಗಳು ಹಾಗೂ ಉಪನ್ಯಾಸ ನಡೆಯಲಿದೆ. ಸಮಾಜ ಸೇವೆ ಮಾಡುವವರನ್ನು ಗುರುತಿಸುವುದು ನಮ್ಮ ಉದ್ದೇಶ. ಜಿಲ್ಲೆಯ ಸಾರ್ವಜನಿಕರು ಹೆಚ್ಚಿನ ಸಂಖ್ಯೆಯಲ್ಲಿ ಭಾಗವಹಿಸಬೇಕು ಎಂದು ಕೋರಿದರು. ಸಮಿತಿಯ ಅಧ್ಯಕ್ಷರು ಹಾಗೂ ಪದಾಧಿಕಾರಿಗಳು ಉಪಸ್ಥಿತರಿದ್ದರು. bbox=[4, 730, 282, 808]
a8-text: ವೈಕುಂಠ ಏಕಾದಶಿ ಅಂಗವಾಗಿ ನಗರದ ಹೊಸಲೈನ್ ರಸ್ತೆಯ ಶ್ರೀ ಲಕ್ಷ್ಮೀ ವೆಂಕಟೇಶ್ವರ ದೇವಾಲಯದಲ್ಲಿ ವಿಶೇಷ ಪೂಜೆ ಹಾಗೂ ಧಾರ್ಮಿಕ ಕಾರ್ಯಕ್ರಮಗಳು ನಡೆದವು. ಬೆಳಿಗ್ಗೆಯಿಂದಲೇ ದೇವರಿಗೆ ಅಭಿಷೇಕ, ಅಲಂಕಾರ ನೆರವೇರಿಸಲಾಯಿತು. ಸಾವಿರಾರು ಭಕ್ತರು ವೈಕುಂಠ ದ್ವಾರದ ಮೂಲಕ ದೇವರ ದರ್ಶನ ಪಡೆದರು. ಭಕ್ತರಿಗೆ ಪ್ರಸಾದ ವಿನಿಯೋಗ ಮಾಡಲಾಯಿತು. ದೇವಾಲಯ ಸಮಿತಿಯ ಪದಾಧಿಕಾರಿಗಳು, ಅರ್ಚಕರು ಹಾಗೂ ಗಣ್ಯರು ಉಪಸ್ಥಿತರಿದ್ದರು. bbox=[4, 1050, 230, 1118]
a8-headline: ವೈಕುಂಠ ಏಕಾದಶಿ: ವಿಶೇಷ ಪೂಜೆ bbox=[42, 937, 192, 953]
a7-body-cont: ಹಾಸನ: ಸಮಾಜ ಸೇವೆ, ಶಿಕ್ಷಣ ಹಾಗೂ ಸಾಹಿತ್ಯ ಕ್ಷೇತ್ರಗಳಲ್ಲಿ ಸಾಧನೆಗೈದ ಗಣ್ಯರನ್ನು ಗುರುತಿಸಿ ಗೌರವಿಸುವ ಸೇವಾ-ಸಾಧನಾ ಮಹೋತ್ಸವವನ್ನು ನಾಳೆ ನಗರದಲ್ಲಿ ಹಮ್ಮಿಕೊಳ್ಳಲಾಗಿದೆ ಎಂದು ಆಯೋಜಕರು ತಿಳಿಸಿದರು. ಪತ್ರಿಕಾಗೋಷ್ಠಿಯಲ್ಲಿ ಮಾತನಾಡಿ, ಕಾರ್ಯಕ್ರಮವನ್ನು ಗಣ್ಯರು ಉದ್ಘಾಟಿಸಲಿದ್ದು ವಿವಿಧ ಕ್ಷೇತ್ರದ ಸಾಧಕರಿಗೆ ಪ್ರಶಸ್ತಿ ಪ್ರದಾನ ಮಾಡಲಾಗುವುದು. ಸಾಂಸ್ಕೃತಿಕ ಕಾರ್ಯಕ್ರಮಗಳು ಹಾಗೂ ಉಪನ್ಯಾಸ ನಡೆಯಲಿದೆ. ಸಮಾಜ ಸೇವೆ ಮಾಡುವವರನ್ನು ಗುರುತಿಸುವುದು ನಮ್ಮ ಉದ್ದೇಶ. ಜಿಲ್ಲೆಯ ಸಾರ್ವಜನಿಕರು ಹೆಚ್ಚಿನ ಸಂಖ್ಯೆಯಲ್ಲಿ ಭಾಗವಹಿಸಬೇಕು ಎಂದು ಕೋರಿದರು. ಸಮಿತಿಯ ಅಧ್ಯಕ್ಷರು ಹಾಗೂ ಪದಾಧಿಕಾರಿಗಳು ಉಪಸ್ಥಿತರಿದ್ದರು. bbox=[494, 746, 694, 846]
a3-photo-credit-icon: ● bbox=[704, 150, 711, 157]
a7-byline: ಪ್ರತಿನಿಧಿ ವರದಿ bbox=[290, 616, 331, 626]
section-divider bbox=[700, 523, 945, 524]
a3-photo bbox=[702, 140, 942, 226]
a10-photo bbox=[500, 960, 694, 1046]
a8-body bbox=[4, 1050, 230, 1210]
col-divider bbox=[497, 932, 498, 1212]
social-handle[interactable]: prathinidhinews bbox=[222, 38, 287, 47]
site-url[interactable]: epaper.prathinidhi.net bbox=[90, 10, 306, 30]
a11-headline: ಧರ್ಮಸ್ಥಳ ಗ್ರಾಮಾಭಿವೃದ್ಧಿ ಯೋಜನೆಯಿಂದ ಸೂರು bbox=[32, 1224, 256, 1240]
a2-place: ಸಕಲೇಶಪುರ bbox=[251, 154, 279, 162]
a3-byline: ಪ್ರತಿನಿಧಿ ವರದಿ bbox=[702, 230, 742, 240]
a1-headline: ಹುಟ್ಟೂರಿನ ದೇವಾಲಯದಲ್ಲಿ ದೇವೇಗೌಡರಿಂದ ಪೂಜೆ bbox=[25, 58, 169, 95]
a5-headline: ನಾಳೆ ಭೀಮಾ ಕೋರೆಗಾಂವ್ ವಿಜಯೋತ್ಸವ ಆಚರಣೆ bbox=[707, 910, 937, 926]
social-icons: f ⓧ ▶ ◎ bbox=[188, 38, 223, 47]
col-divider bbox=[698, 526, 699, 926]
a8-byline: ಪ್ರತಿನಿಧಿ ವರದಿ bbox=[4, 1050, 44, 1060]
a5-photo bbox=[702, 956, 942, 1032]
mail-icon: ✉ bbox=[301, 38, 311, 47]
issue-date: ಬುಧವಾರ, 31 ಡಿಸೆಂಬರ್ 2025 bbox=[836, 39, 944, 49]
contact-strip bbox=[82, 36, 642, 50]
